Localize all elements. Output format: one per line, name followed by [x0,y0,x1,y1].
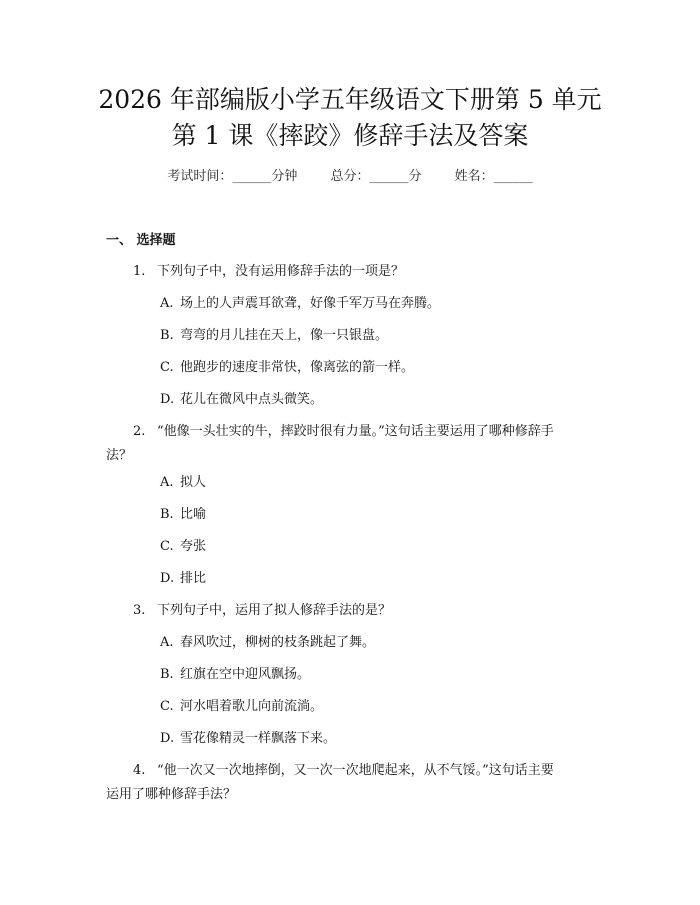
doc-title-line-2: 第 1 课《摔跤》修辞手法及答案 [171,121,529,150]
exam-name: 姓名：______ [454,169,533,184]
exam-score: 总分：______分 [330,169,422,184]
option-label: A. [160,296,174,311]
question-3-option-c [160,698,323,716]
question-number: 4. [133,763,146,778]
question-2-option-b [160,506,206,524]
option-label: D. [160,392,175,407]
question-text-continued: 运用了哪种修辞手法？ [106,787,237,802]
option-text: 红旗在空中迎风飘扬。 [180,667,311,682]
doc-title-line-1: 2026 年部编版小学五年级语文下册第 5 单元 [98,85,602,114]
exam-time: 考试时间：______分钟 [167,169,298,184]
question-2-option-c [160,538,206,556]
option-label: B. [160,328,174,343]
question-3-option-a [160,634,375,652]
option-label: C. [160,699,174,714]
question-number: 1. [133,264,146,279]
question-text: 下列句子中，运用了拟人修辞手法的是？ [157,603,392,618]
option-text: 雪花像精灵一样飘落下来。 [180,731,337,746]
question-text: “他一次又一次地摔倒，又一次一次地爬起来，从不气馁。”这句话主要 [157,763,554,778]
question-number: 3. [133,603,146,618]
option-text: 夸张 [180,539,207,554]
option-label: D. [160,731,175,746]
option-label: B. [160,507,174,522]
option-label: D. [160,571,175,586]
question-1-option-c [160,359,414,377]
option-label: A. [160,475,174,490]
option-text: 场上的人声震耳欲聋，好像千军万马在奔腾。 [180,296,441,311]
question-1-option-a [160,295,440,313]
question-1-option-d [160,391,323,409]
section-heading: 一、 选择题 [106,233,176,248]
option-text: 他跑步的速度非常快，像离弦的箭一样。 [180,360,415,375]
question-number: 2. [133,424,146,439]
question-2-option-a [160,474,206,492]
option-text: 拟人 [180,475,207,490]
question-3-option-d [160,730,336,748]
question-1-option-b [160,327,388,345]
question-3-option-b [160,666,310,684]
option-label: B. [160,667,174,682]
option-text: 春风吹过，柳树的枝条跳起了舞。 [180,635,376,650]
question-text: “他像一头壮实的牛，摔跤时很有力量。”这句话主要运用了哪种修辞手 [157,424,554,439]
option-text: 河水唱着歌儿向前流淌。 [180,699,324,714]
option-label: C. [160,539,174,554]
question-text: 下列句子中，没有运用修辞手法的一项是？ [157,264,405,279]
option-label: C. [160,360,174,375]
option-text: 弯弯的月儿挂在天上，像一只银盘。 [180,328,389,343]
option-text: 排比 [180,571,207,586]
option-label: A. [160,635,174,650]
exam-meta [0,168,700,186]
option-text: 花儿在微风中点头微笑。 [180,392,324,407]
question-text-continued: 法？ [106,448,133,463]
option-text: 比喻 [180,507,207,522]
question-2-option-d [160,570,206,588]
